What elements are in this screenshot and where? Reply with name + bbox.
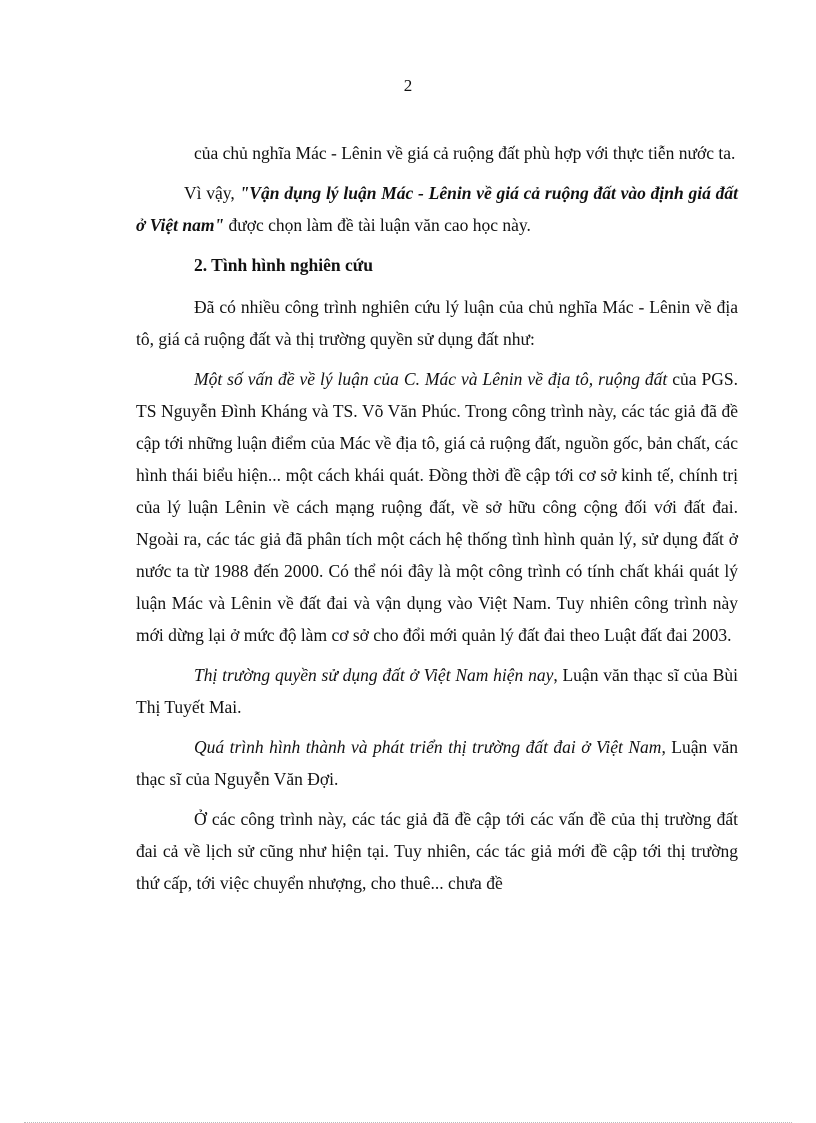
page-number: 2 (403, 76, 413, 95)
text-run: được chọn làm đề tài luận văn cao học này. (224, 215, 531, 235)
paragraph-reference-1 (136, 363, 738, 651)
paragraph-reference-3 (136, 731, 738, 795)
reference-title: Quá trình hình thành và phát triển thị trường đất đai ở Việt Nam (194, 737, 662, 757)
reference-title: Một số vấn đề về lý luận của C. Mác và Lênin về địa tô, ruộng đất (194, 369, 668, 389)
text-run: Vì vậy, (184, 183, 240, 203)
thesis-title: "Vận dụng lý luận Mác - Lênin về giá cả ruộng đất vào định giá đất ở Việt nam" (136, 183, 738, 235)
paragraph-research-overview: Đã có nhiều công trình nghiên cứu lý luận của chủ nghĩa Mác - Lênin về địa tô, giá cả ruộng đất và thị trường quyền sử dụng đất như: (136, 297, 738, 349)
paragraph-thesis-title (136, 177, 738, 241)
paragraph-analysis: Ở các công trình này, các tác giả đã đề cập tới các vấn đề của thị trường đất đai cả về lịch sử cũng như hiện tại. Tuy nhiên, các tác giả mới đề cập tới thị trường thứ cấp, tới việc chuyển nhượng, cho thuê... chưa đề (136, 809, 738, 893)
paragraph-reference-2 (136, 659, 738, 723)
document-body (136, 137, 738, 907)
text-run: , Luận văn thạc sĩ của Bùi Thị Tuyết Mai. (136, 665, 738, 717)
section-heading: 2. Tình hình nghiên cứu (194, 255, 373, 275)
paragraph-intro-continuation: của chủ nghĩa Mác - Lênin về giá cả ruộng đất phù hợp với thực tiễn nước ta. (194, 143, 736, 163)
reference-title: Thị trường quyền sử dụng đất ở Việt Nam hiện nay (194, 665, 554, 685)
text-run: của PGS. TS Nguyễn Đình Kháng và TS. Võ Văn Phúc. Trong công trình này, các tác giả đã đề cập tới những luận điểm của Mác về địa tô, giá cả ruộng đất, nguồn gốc, bản chất, các hình thái biểu hiện... một cách khái quát. Đồng thời đề cập tới cơ sở kinh tế, chính trị của lý luận Lênin về cách mạng ruộng đất, về sở hữu công cộng đối với đất đai. Ngoài ra, các tác giả đã phân tích một cách hệ thống tình hình quản lý, sử dụng đất ở nước ta từ 1988 đến 2000. Có thể nói đây là một công trình có tính chất khái quát lý luận Mác và Lênin về đất đai và vận dụng vào Việt Nam. Tuy nhiên công trình này mới dừng lại ở mức độ làm cơ sở cho đổi mới quản lý đất đai theo Luật đất đai 2003. (136, 369, 738, 645)
text-run: , Luận văn thạc sĩ của Nguyễn Văn Đợi. (136, 737, 738, 789)
